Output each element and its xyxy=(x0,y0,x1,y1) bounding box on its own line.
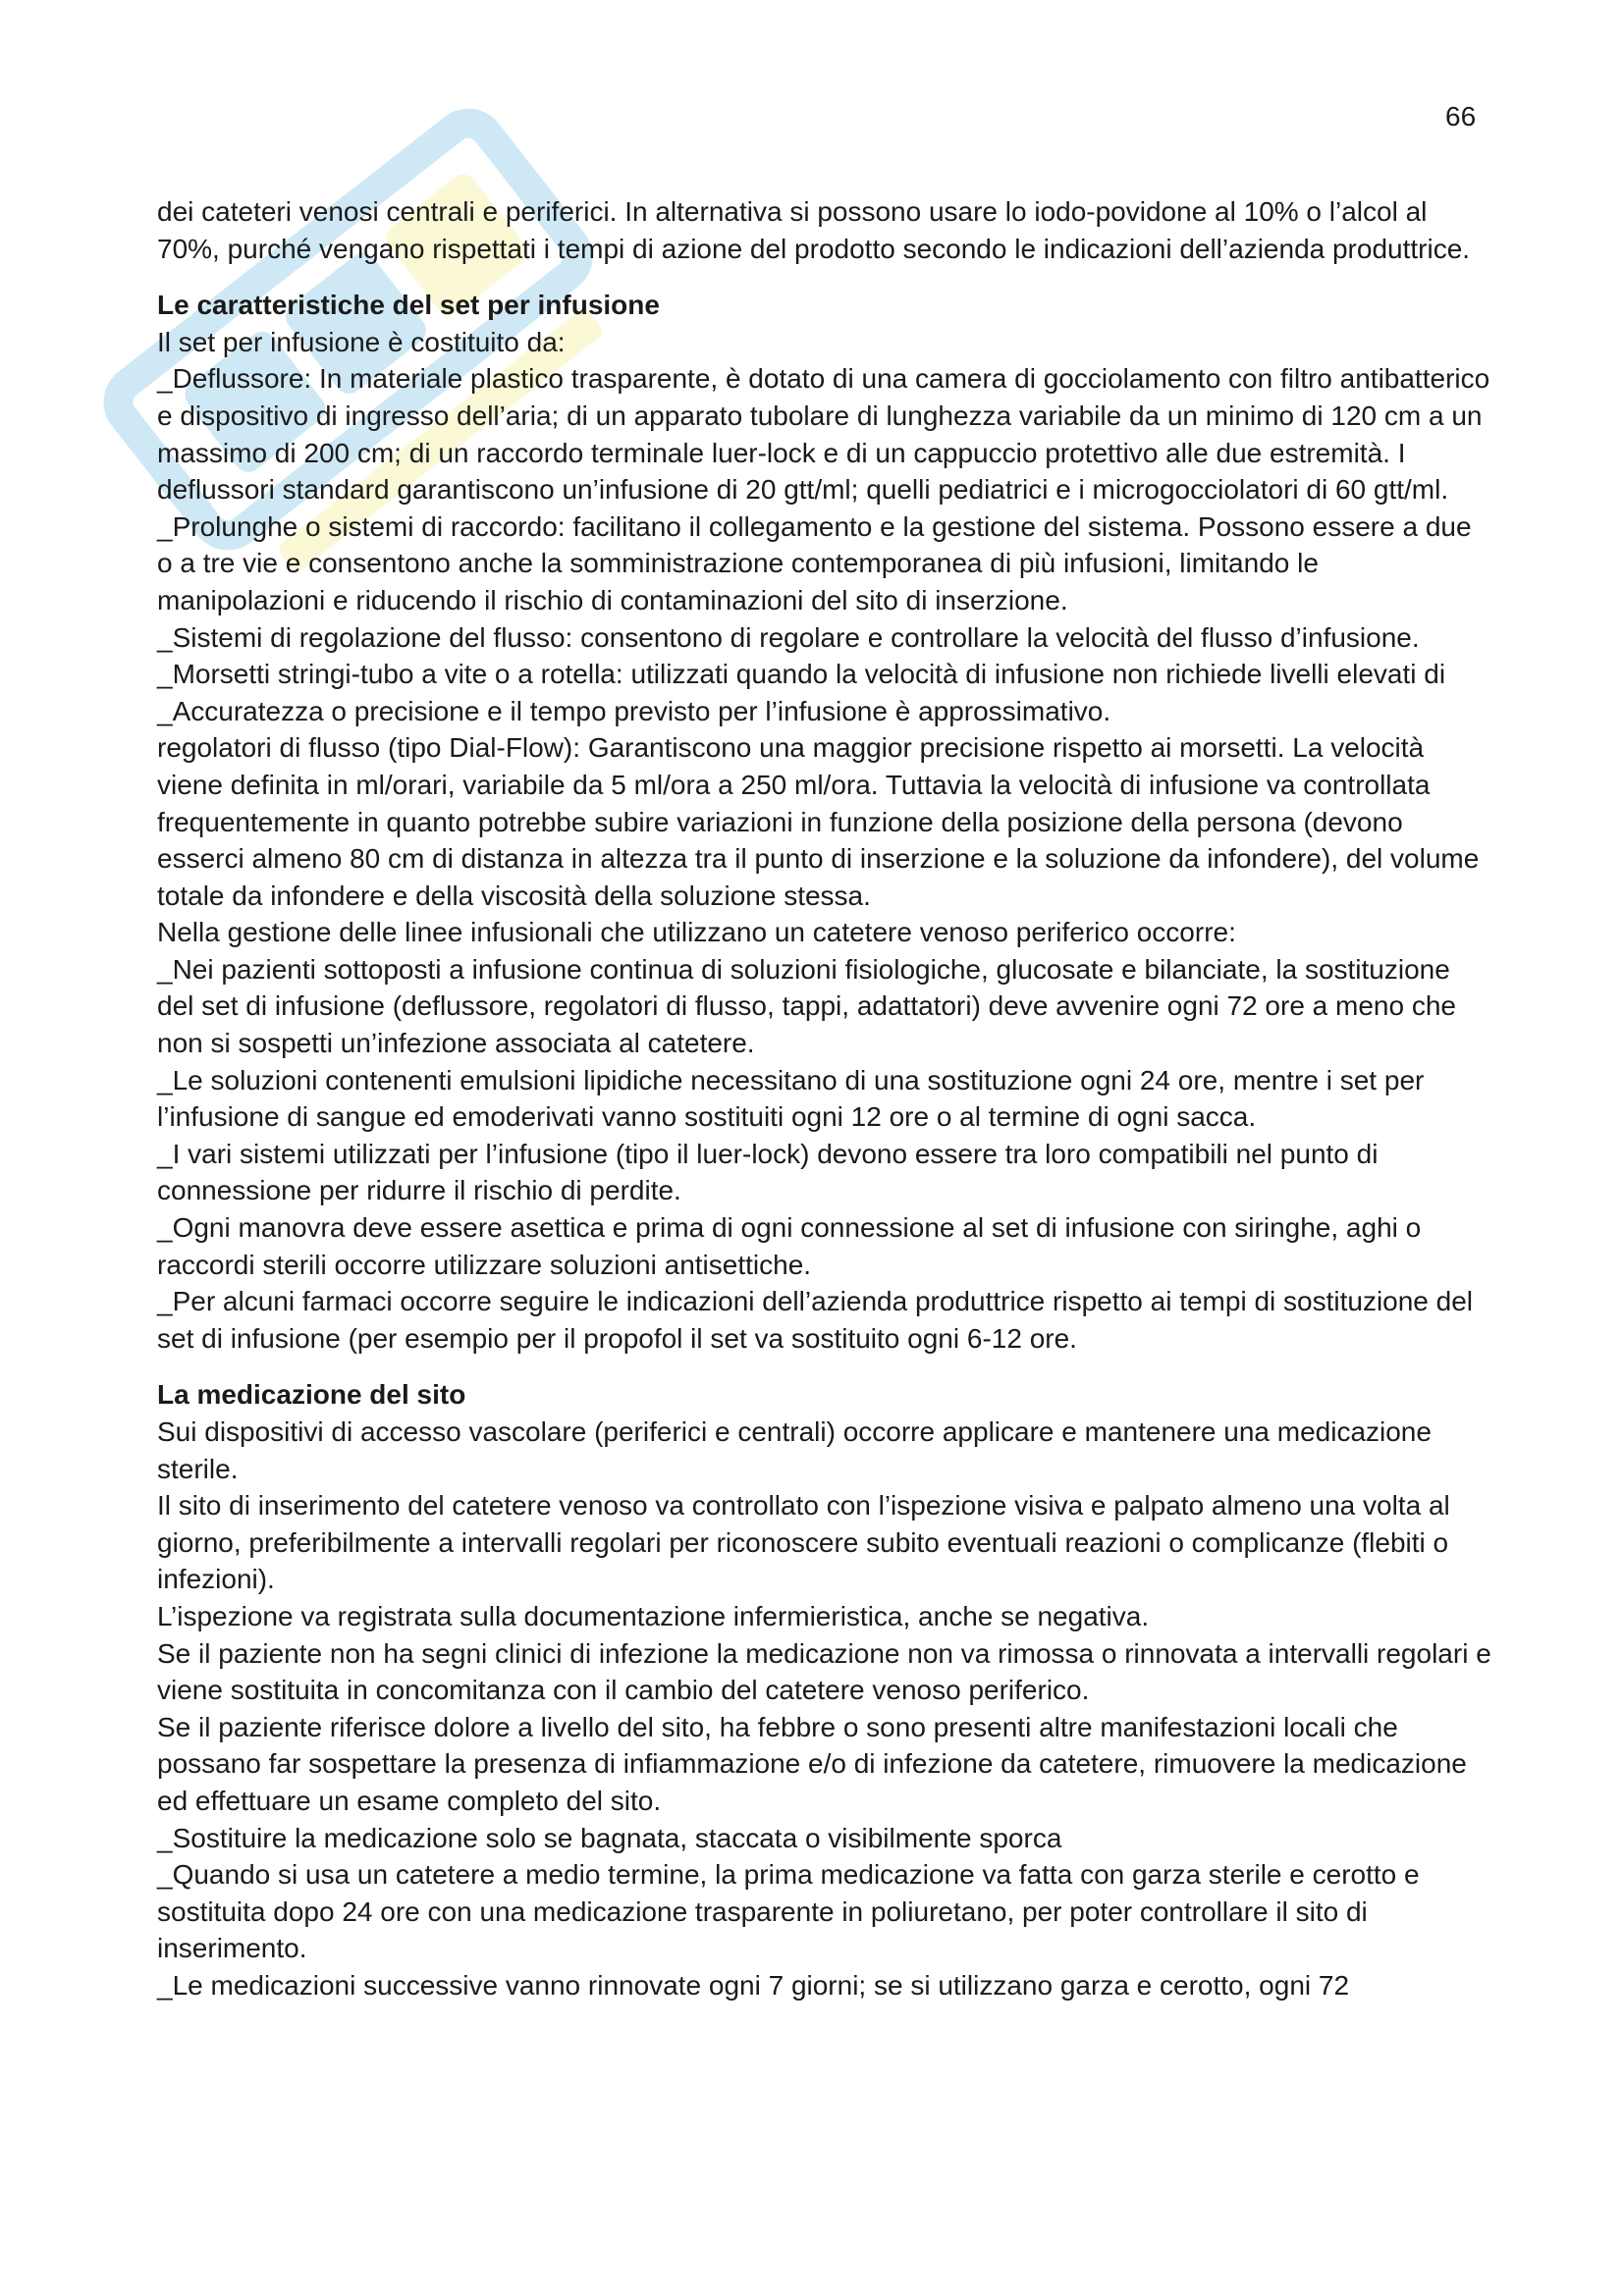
paragraph: _Sostituire la medicazione solo se bagnata, staccata o visibilmente sporca xyxy=(157,1822,1062,1853)
section-heading: Le caratteristiche del set per infusione xyxy=(157,290,660,321)
paragraph: _Nei pazienti sottoposti a infusione continua di soluzioni fisiologiche, glucosate e bilanciate, la sostituzione del set di infusione (deflussore, regolatori di flusso, tappi, adattatori) deve avvenire ogni 72 ore a meno che non si sospetti un’infezione associata al catetere. xyxy=(157,953,1456,1059)
paragraph: _Morsetti stringi-tubo a vite o a rotella: utilizzati quando la velocità di infusione non richiede livelli elevati di _Accuratezza o precisione e il tempo previsto per l’infusione è approssimativo. xyxy=(157,659,1446,726)
paragraph: _Sistemi di regolazione del flusso: consentono di regolare e controllare la velocità del flusso d’infusione. xyxy=(157,621,1420,653)
paragraph: Se il paziente riferisce dolore a livello del sito, ha febbre o sono presenti altre manifestazioni locali che possano far sospettare la presenza di infiammazione e/o di infezione da catetere, rimuovere la medicazione ed effettuare un esame completo del sito. xyxy=(157,1711,1467,1816)
paragraph: _Prolunghe o sistemi di raccordo: facilitano il collegamento e la gestione del sistema. Possono essere a due o a tre vie e consentono anche la somministrazione contemporanea di più infusioni, limitando le manipolazioni e riducendo il rischio di contaminazioni del sito di inserzione. xyxy=(157,510,1472,615)
paragraph: _Le soluzioni contenenti emulsioni lipidiche necessitano di una sostituzione ogni 24 ore, mentre i set per l’infusione di sangue ed emoderivati vanno sostituiti ogni 12 ore o al termine di ogni sacca. xyxy=(157,1064,1425,1133)
section-gap xyxy=(157,267,1492,287)
document-body xyxy=(157,193,1492,2004)
paragraph: L’ispezione va registrata sulla documentazione infermieristica, anche se negativa. xyxy=(157,1600,1150,1631)
paragraph: _Per alcuni farmaci occorre seguire le indicazioni dell’azienda produttrice rispetto ai tempi di sostituzione del set di infusione (per esempio per il propofol il set va sostituito ogni 6-12 ore. xyxy=(157,1286,1474,1354)
paragraph: _I vari sistemi utilizzati per l’infusione (tipo il luer-lock) devono essere tra loro compatibili nel punto di connessione per ridurre il rischio di perdite. xyxy=(157,1138,1379,1206)
section-heading: La medicazione del sito xyxy=(157,1379,466,1411)
paragraph: Il sito di inserimento del catetere venoso va controllato con l’ispezione visiva e palpato almeno una volta al giorno, preferibilmente a intervalli regolari per riconoscere subito eventuali reazioni o complicanze (flebiti o infezioni). xyxy=(157,1490,1450,1595)
paragraph: _Le medicazioni successive vanno rinnovate ogni 7 giorni; se si utilizzano garza e cerotto, ogni 72 xyxy=(157,1969,1350,2001)
paragraph: Sui dispositivi di accesso vascolare (periferici e centrali) occorre applicare e mantenere una medicazione sterile. xyxy=(157,1416,1432,1484)
paragraph: Il set per infusione è costituito da: xyxy=(157,326,566,357)
paragraph: _Ogni manovra deve essere asettica e prima di ogni connessione al set di infusione con siringhe, aghi o raccordi sterili occorre utilizzare soluzioni antisettiche. xyxy=(157,1212,1422,1280)
section-gap xyxy=(157,1357,1492,1376)
paragraph: Nella gestione delle linee infusionali che utilizzano un catetere venoso periferico occorre: xyxy=(157,917,1236,948)
paragraph: _Deflussore: In materiale plastico trasparente, è dotato di una camera di gocciolamento con filtro antibatterico e dispositivo di ingresso dell’aria; di un apparato tubolare di lunghezza variabile da un minimo di 120 cm a un massimo di 200 cm; di un raccordo terminale luer-lock e di un cappuccio protettivo alle due estremità. I deflussori standard garantiscono un’infusione di 20 gtt/ml; quelli pediatrici e i microgocciolatori di 60 gtt/ml. xyxy=(157,363,1490,506)
paragraph: _Quando si usa un catetere a medio termine, la prima medicazione va fatta con garza sterile e cerotto e sostituita dopo 24 ore con una medicazione trasparente in poliuretano, per poter controllare il sito di inserimento. xyxy=(157,1859,1420,1964)
paragraph: regolatori di flusso (tipo Dial-Flow): Garantiscono una maggior precisione rispetto ai morsetti. La velocità viene definita in ml/orari, variabile da 5 ml/ora a 250 ml/ora. Tuttavia la velocità di infusione va controllata frequentemente in quanto potrebbe subire variazioni in funzione della posizione della persona (devono esserci almeno 80 cm di distanza in altezza tra il punto di inserzione e la soluzione da infondere), del volume totale da infondere e della viscosità della soluzione stessa. xyxy=(157,732,1480,911)
paragraph: dei cateteri venosi centrali e periferici. In alternativa si possono usare lo iodo-povidone al 10% o l’alcol al 70%, purché vengano rispettati i tempi di azione del prodotto secondo le indicazioni dell’azienda produttrice. xyxy=(157,196,1471,264)
page-number: 66 xyxy=(1445,101,1477,132)
paragraph: Se il paziente non ha segni clinici di infezione la medicazione non va rimossa o rinnovata a intervalli regolari e viene sostituita in concomitanza con il cambio del catetere venoso periferico. xyxy=(157,1637,1491,1706)
